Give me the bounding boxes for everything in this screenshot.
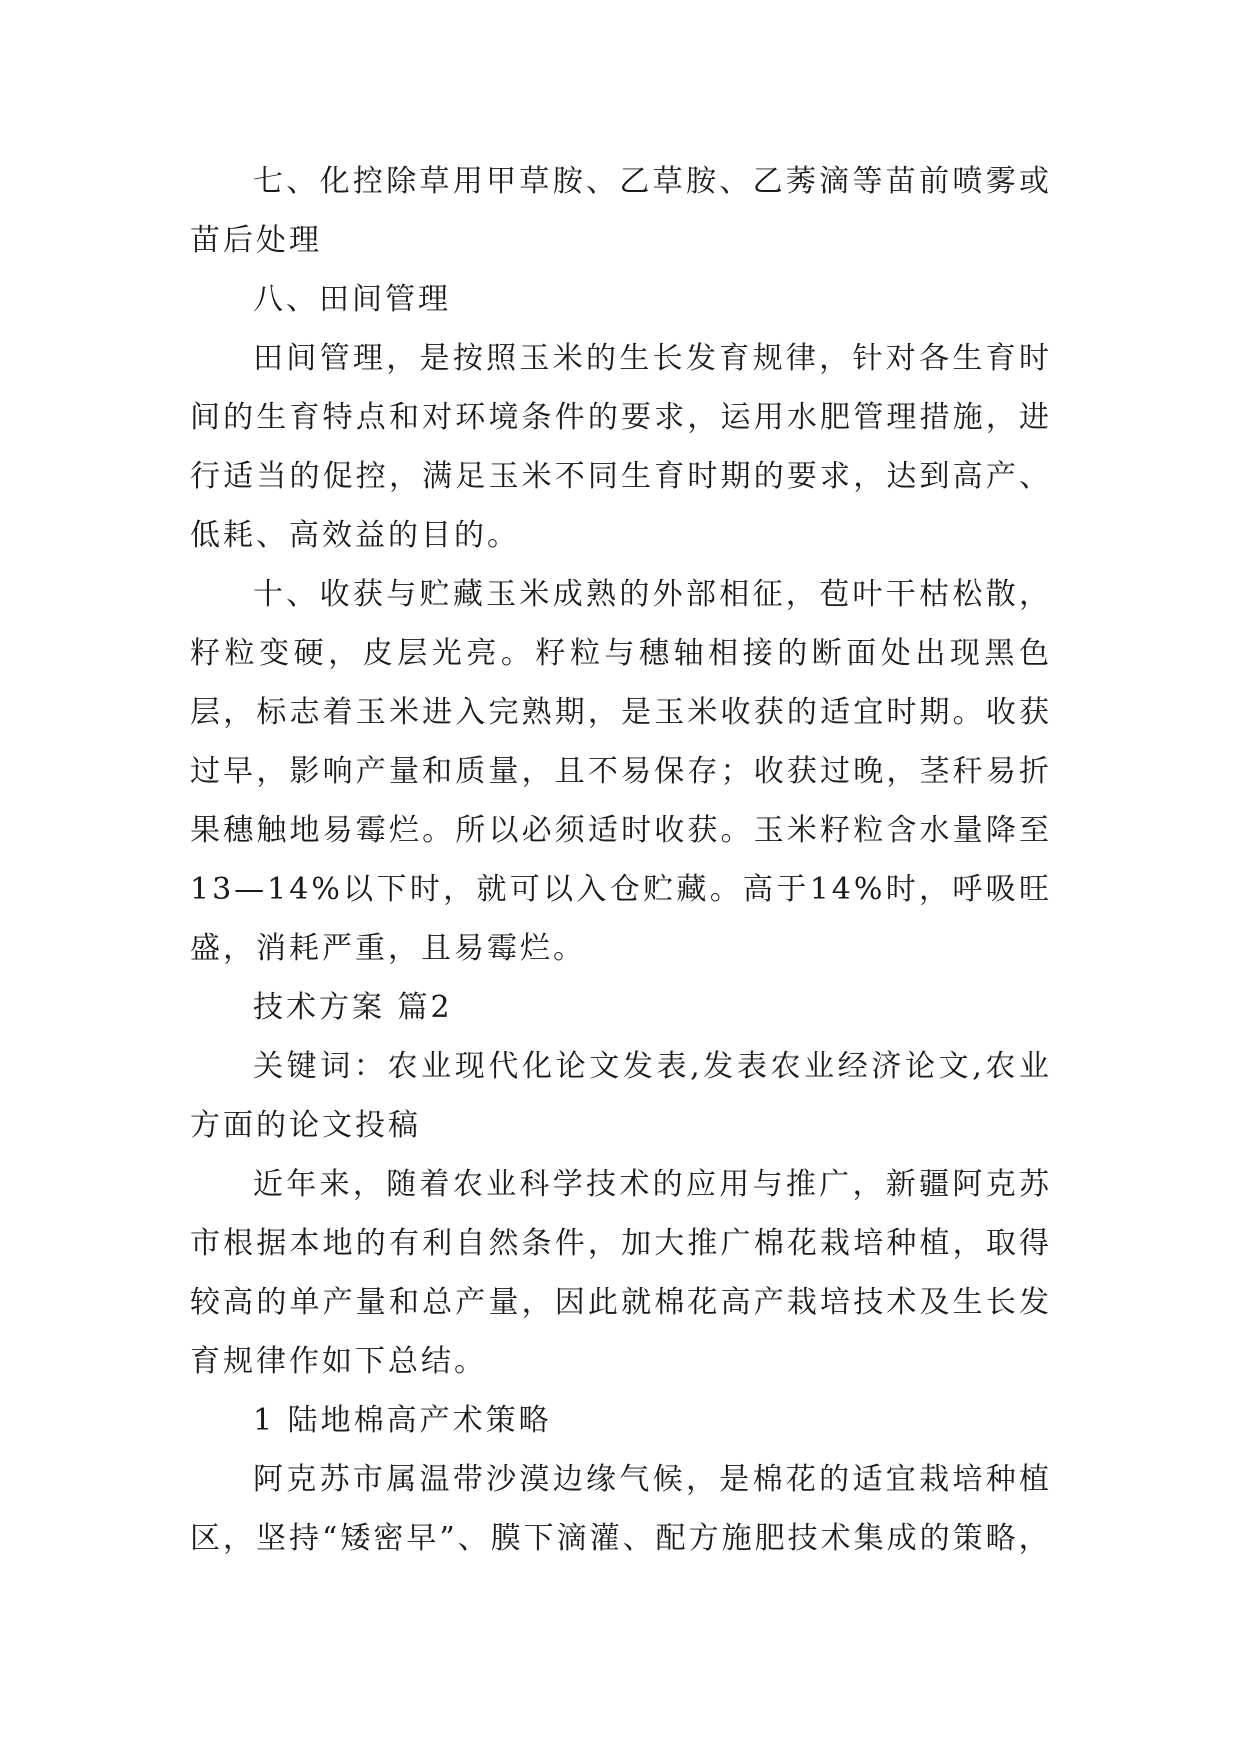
paragraph-aksu-climate: 阿克苏市属温带沙漠边缘气候，是棉花的适宜栽培种植区，坚持“矮密早”、膜下滴灌、配方施肥技术集成的策略， [190, 1462, 1052, 1556]
paragraph-introduction: 近年来，随着农业科学技术的应用与推广，新疆阿克苏市根据本地的有利自然条件，加大推广棉花栽培种植，取得较高的单产量和总产量，因此就棉花高产栽培技术及生长发育规律作如下总结。 [190, 1167, 1052, 1379]
document-page [190, 152, 1052, 1568]
heading-upland-cotton-strategy: 1 陆地棉高产术策略 [253, 1403, 552, 1438]
paragraph-keywords: 关键词：农业现代化论文发表,发表农业经济论文,农业方面的论文投稿 [190, 1049, 1052, 1143]
paragraph-weed-control: 七、化控除草用甲草胺、乙草胺、乙莠滴等苗前喷雾或苗后处理 [190, 164, 1052, 258]
heading-field-management: 八、田间管理 [253, 282, 451, 317]
heading-technical-plan-2: 技术方案 篇2 [253, 990, 453, 1025]
paragraph-harvest-storage: 十、收获与贮藏玉米成熟的外部相征，苞叶干枯松散，籽粒变硬，皮层光亮。籽粒与穗轴相接的断面处出现黑色层，标志着玉米进入完熟期，是玉米收获的适宜时期。收获过早，影响产量和质量，且不易保存；收获过晚，茎秆易折果穗触地易霉烂。所以必须适时收获。玉米籽粒含水量降至13—14%以下时，就可以入仓贮藏。高于14%时，呼吸旺盛，消耗严重，且易霉烂。 [190, 577, 1052, 966]
paragraph-field-management: 田间管理，是按照玉米的生长发育规律，针对各生育时间的生育特点和对环境条件的要求，运用水肥管理措施，进行适当的促控，满足玉米不同生育时期的要求，达到高产、低耗、高效益的目的。 [190, 341, 1052, 553]
